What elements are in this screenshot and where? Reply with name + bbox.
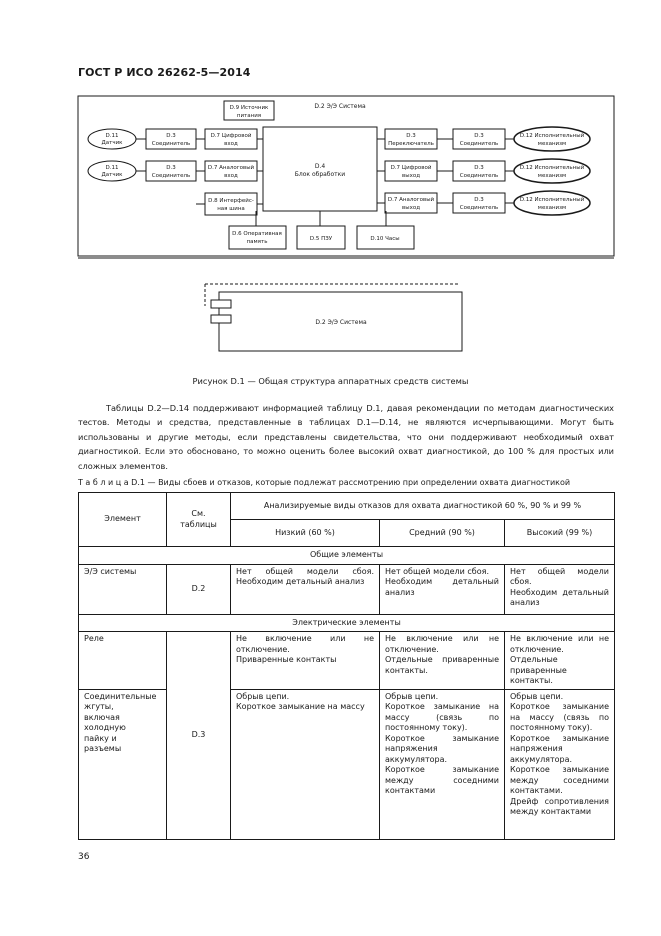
- connector-b-line2: Соединитель: [151, 173, 191, 179]
- power-supply-line1: D.9 Источник: [229, 105, 269, 111]
- analog-input-line2: вход: [224, 173, 238, 179]
- analog-output-line2: выход: [401, 205, 421, 211]
- connector-f-line1: D.3: [474, 197, 484, 203]
- connector-a-line2: Соединитель: [151, 141, 191, 147]
- hardware-structure-figure: [0, 0, 661, 370]
- table-row: [79, 547, 615, 565]
- head-high: Высокий (99 %): [505, 520, 615, 547]
- power-supply-line2: питания: [236, 113, 262, 119]
- interface-bus-line2: ная шина: [217, 206, 245, 212]
- switch-line1: D.3: [406, 133, 416, 139]
- failure-modes-table: [78, 492, 615, 840]
- table-head-row: [79, 493, 615, 520]
- sensor-1-line2: Датчик: [101, 140, 123, 146]
- cell-ref: D.3: [167, 632, 231, 840]
- head-see-table: См. таблицы: [167, 493, 231, 547]
- cell-high: Обрыв цепи. Короткое замыкание на массу (связь по постоянному току). Короткое замыкание напряжения аккумулятора. Короткое замыкание между соседними контактами. Дрейф сопротивления между контактами: [505, 689, 615, 839]
- interface-bus-line1: D.8 Интерфейс-: [208, 198, 254, 204]
- cell-element: Э/Э системы: [79, 564, 167, 614]
- actuator-2-line1: D.12 Исполнительный: [519, 165, 585, 171]
- digital-input-line1: D.7 Цифровой: [210, 133, 252, 139]
- cell-element: Реле: [79, 632, 167, 690]
- connector-d-line2: Соединитель: [459, 141, 499, 147]
- sensor-2-line2: Датчик: [101, 172, 123, 178]
- cell-medium: Нет общей модели сбоя. Необходим детальный анализ: [380, 564, 505, 614]
- digital-input-line2: вход: [224, 141, 238, 147]
- actuator-3-line1: D.12 Исполнительный: [519, 197, 585, 203]
- table-caption: Т а б л и ц а D.1 — Виды сбоев и отказов, которые подлежат рассмотрению при определении охвата диагностикой: [78, 478, 571, 487]
- connector-b-line1: D.3: [166, 165, 176, 171]
- cell-medium: Не включение или не отключение. Отдельные приваренные контакты.: [380, 632, 505, 690]
- cell-high: Не включение или не отключение. Отдельные приваренные контакты.: [505, 632, 615, 690]
- connector-a-line1: D.3: [166, 133, 176, 139]
- body-paragraph: [78, 401, 614, 473]
- ram-line1: D.6 Оперативная: [232, 231, 282, 237]
- cell-low: Нет общей модели сбоя. Необходим детальный анализ: [231, 564, 380, 614]
- cell-low: Обрыв цепи. Короткое замыкание на массу: [231, 689, 380, 839]
- sensor-1-line1: D.11: [105, 133, 119, 139]
- sensor-2-line1: D.11: [105, 165, 119, 171]
- actuator-2-line2: механизм: [537, 173, 567, 179]
- system-label: D.2 Э/Э Система: [314, 103, 366, 110]
- head-analyzed: Анализируемые виды отказов для охвата диагностикой 60 %, 90 % и 99 %: [231, 493, 615, 520]
- system-label-2: D.2 Э/Э Система: [315, 319, 367, 326]
- clock-label: D.10 Часы: [370, 236, 400, 242]
- page-number: 36: [78, 852, 90, 862]
- actuator-3-line2: механизм: [537, 205, 567, 211]
- digital-output-line2: выход: [401, 173, 421, 179]
- section-electrical: Электрические элементы: [79, 614, 615, 632]
- cell-high: Нет общей модели сбоя. Необходим детальный анализ: [505, 564, 615, 614]
- section-common: Общие элементы: [79, 547, 615, 565]
- connector-d-line1: D.3: [474, 133, 484, 139]
- cell-medium: Обрыв цепи. Короткое замыкание на массу (связь по постоянному току). Короткое замыкание напряжения аккумулятора. Короткое замыкание между соседними контактами: [380, 689, 505, 839]
- connector-e-line2: Соединитель: [459, 173, 499, 179]
- connector-f-line2: Соединитель: [459, 205, 499, 211]
- analog-input-line1: D.7 Аналоговый: [207, 165, 255, 171]
- processing-line2: Блок обработки: [294, 171, 346, 178]
- cell-element: Соединительные жгуты, включая холодную пайку и разъемы: [79, 689, 167, 839]
- analog-output-line1: D.7 Аналоговый: [387, 197, 435, 203]
- cell-ref: D.2: [167, 564, 231, 614]
- body-paragraph-text: Таблицы D.2—D.14 поддерживают информацией таблицу D.1, давая рекомендации по методам диагностических тестов. Методы и средства, представленные в таблицах D.1—D.14, не являются исчерпывающими. Могут быть использованы и другие методы, если представлены свидетельства, что они поддерживают необходимый охват диагностикой. Если это обосновано, то можно оценить более высокий охват диагностикой, до 100 % для простых или сложных элементов.: [78, 403, 614, 471]
- table-row: [79, 614, 615, 632]
- head-medium: Средний (90 %): [380, 520, 505, 547]
- cell-low: Не включение или не отключение. Приваренные контакты: [231, 632, 380, 690]
- connector-e-line1: D.3: [474, 165, 484, 171]
- document-header: ГОСТ Р ИСО 26262-5—2014: [78, 66, 251, 79]
- actuator-1-line2: механизм: [537, 141, 567, 147]
- head-low: Низкий (60 %): [231, 520, 380, 547]
- switch-line2: Переключатель: [388, 141, 434, 147]
- table-row: [79, 632, 615, 690]
- figure-caption: Рисунок D.1 — Общая структура аппаратных средств системы: [192, 376, 469, 386]
- head-element: Элемент: [79, 493, 167, 547]
- processing-line1: D.4: [314, 163, 326, 170]
- table-row: [79, 689, 615, 839]
- digital-output-line1: D.7 Цифровой: [390, 165, 432, 171]
- table-row: [79, 564, 615, 614]
- ram-line2: память: [246, 239, 268, 245]
- rom-label: D.5 ПЗУ: [309, 236, 333, 242]
- actuator-1-line1: D.12 Исполнительный: [519, 133, 585, 139]
